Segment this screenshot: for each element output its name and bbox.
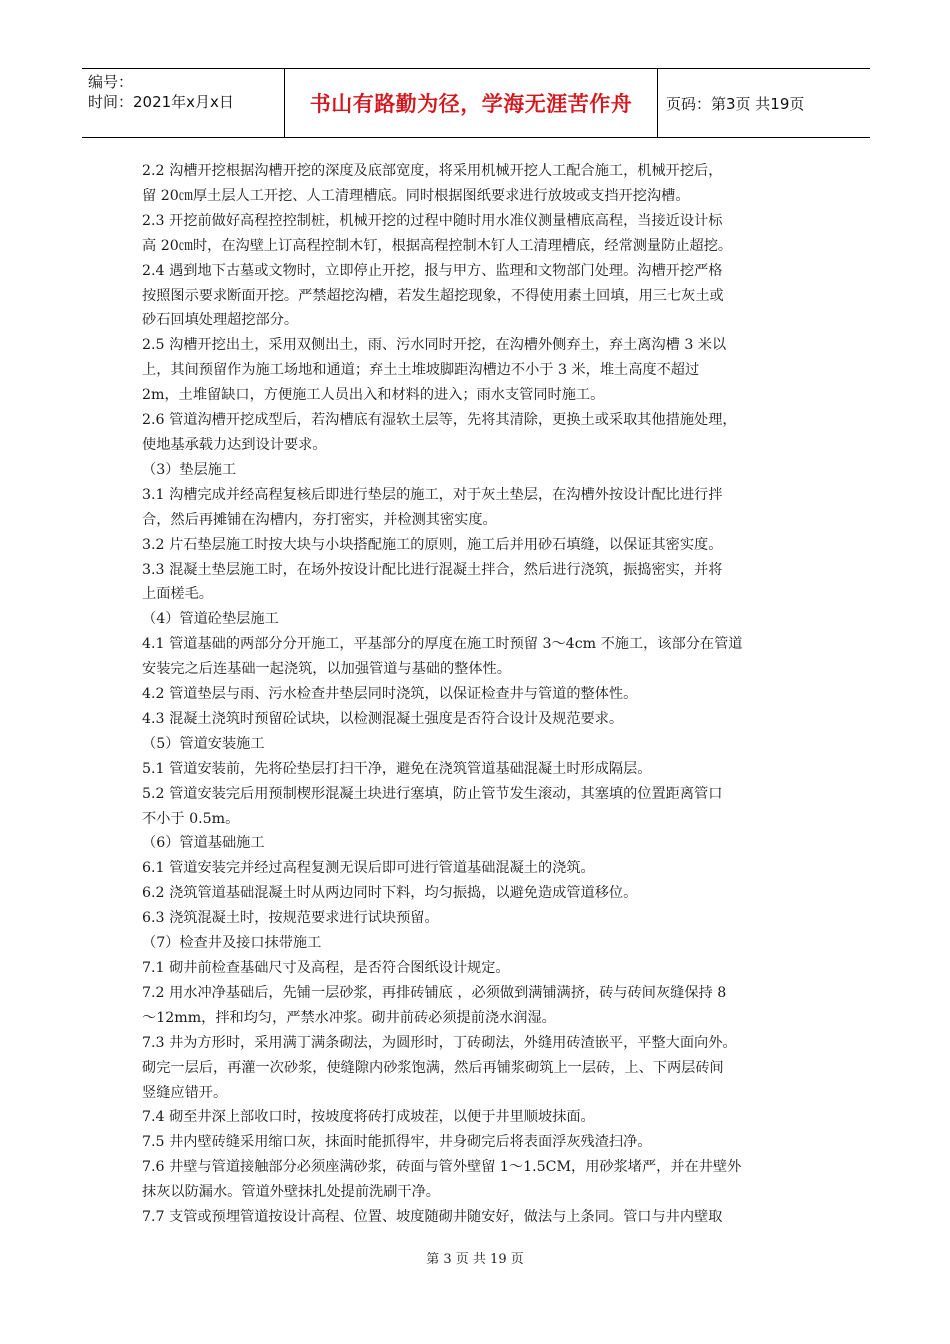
document-number: 编号： <box>88 73 134 91</box>
body-line: 7.5 井内壁砖缝采用缩口灰，抹面时能抓得牢，井身砌完后将表面浮灰残渣扫净。 <box>142 1134 652 1151</box>
body-line: 5.1 管道安装前，先将砼垫层打扫干净，避免在浇筑管道基础混凝土时形成隔层。 <box>142 760 652 777</box>
document-date: 时间：2021年x月x日 <box>88 93 234 111</box>
body-line: 砌完一层后，再灌一次砂浆，使缝隙内砂浆饱满，然后再铺浆砌筑上一层砖，上、下两层砖间 <box>142 1059 724 1076</box>
page-footer: 第 3 页 共 19 页 <box>426 1252 524 1267</box>
body-line: （3）垫层施工 <box>142 461 237 478</box>
header-meta <box>82 69 285 137</box>
body-line: 4.2 管道垫层与雨、污水检查井垫层同时浇筑，以保证检查井与管道的整体性。 <box>142 686 638 703</box>
header-page-number: 页码：第3页 共19页 <box>666 94 805 113</box>
body-line: 高 20㎝时，在沟壁上订高程控制木钉，根据高程控制木钉人工清理槽底，经常测量防止超挖。 <box>142 237 733 254</box>
body-line: 5.2 管道安装完后用预制楔形混凝土块进行塞填，防止管节发生滚动，其塞填的位置距离管口 <box>142 785 723 802</box>
body-line: 上，其间预留作为施工场地和通道；弃土土堆坡脚距沟槽边不小于 3 米，堆土高度不超过 <box>142 362 700 379</box>
body-line: 7.4 砌至井深上部收口时，按坡度将砖打成坡茬，以便于井里顺坡抹面。 <box>142 1109 595 1126</box>
body-line: 竖缝应错开。 <box>142 1084 228 1101</box>
header-motto: 书山有路勤为径，学海无涯苦作舟 <box>285 69 658 137</box>
body-line: 7.7 支管或预埋管道按设计高程、位置、坡度随砌井随安好，做法与上条同。管口与井内壁取 <box>142 1209 723 1226</box>
body-line: 2m，土堆留缺口，方便施工人员出入和材料的进入；雨水支管同时施工。 <box>142 387 605 404</box>
body-line: （5）管道安装施工 <box>142 735 265 752</box>
body-line: 留 20㎝厚土层人工开挖、人工清理槽底。同时根据图纸要求进行放坡或支挡开挖沟槽。 <box>142 187 690 204</box>
body-line: 按照图示要求断面开挖。严禁超挖沟槽，若发生超挖现象，不得使用素土回填，用三七灰土或 <box>142 287 724 304</box>
body-line: 4.3 混凝土浇筑时预留砼试块，以检测混凝土强度是否符合设计及规范要求。 <box>142 710 624 727</box>
body-line: 6.3 浇筑混凝土时，按规范要求进行试块预留。 <box>142 910 439 927</box>
body-line: 4.1 管道基础的两部分分开施工，平基部分的厚度在施工时预留 3～4cm 不施工，该部分在管道 <box>142 636 743 653</box>
body-line: 砂石回填处理超挖部分。 <box>142 312 299 329</box>
body-line: 不小于 0.5m。 <box>142 810 240 827</box>
body-line: 6.2 浇筑管道基础混凝土时从两边同时下料，均匀振捣，以避免造成管道移位。 <box>142 885 638 902</box>
body-line: （7）检查井及接口抹带施工 <box>142 935 322 952</box>
body-line: 2.5 沟槽开挖出土，采用双侧出土，雨、污水同时开挖，在沟槽外侧弃土，弃土离沟槽 3 米以 <box>142 337 727 354</box>
body-line: 7.6 井壁与管道接触部分必须座满砂浆，砖面与管外壁留 1～1.5CM，用砂浆堵严，并在井壁外 <box>142 1159 742 1176</box>
body-line: 安装完之后连基础一起浇筑，以加强管道与基础的整体性。 <box>142 661 511 678</box>
body-line: 抹灰以防漏水。管道外壁抹扎处提前洗刷干净。 <box>142 1184 440 1201</box>
body-line: 7.2 用水冲净基础后，先铺一层砂浆，再排砖铺底 ，必须做到满铺满挤，砖与砖间灰缝保持 8 <box>142 984 727 1001</box>
body-line: （6）管道基础施工 <box>142 835 265 852</box>
body-line: 2.6 管道沟槽开挖成型后，若沟槽底有湿软土层等，先将其清除，更换土或采取其他措施处理， <box>142 412 737 429</box>
page-header <box>82 68 870 138</box>
body-line: 上面槎毛。 <box>142 586 213 603</box>
body-line: ～12mm，拌和均匀，严禁水冲浆。砌井前砖必须提前浇水润湿。 <box>142 1009 556 1026</box>
body-line: 2.4 遇到地下古墓或文物时，立即停止开挖，报与甲方、监理和文物部门处理。沟槽开挖严格 <box>142 262 723 279</box>
document-body <box>142 159 812 1230</box>
body-line: （4）管道砼垫层施工 <box>142 611 279 628</box>
body-line: 2.3 开挖前做好高程控控制桩，机械开挖的过程中随时用水准仪测量槽底高程，当接近设计标 <box>142 212 723 229</box>
body-line: 3.2 片石垫层施工时按大块与小块搭配施工的原则，施工后并用砂石填缝，以保证其密实度。 <box>142 536 723 553</box>
body-line: 6.1 管道安装完并经过高程复测无误后即可进行管道基础混凝土的浇筑。 <box>142 860 595 877</box>
body-line: 2.2 沟槽开挖根据沟槽开挖的深度及底部宽度，将采用机械开挖人工配合施工，机械开挖后， <box>142 163 723 179</box>
body-line: 3.3 混凝土垫层施工时，在场外按设计配比进行混凝土拌合，然后进行浇筑，振捣密实，并将 <box>142 561 723 578</box>
body-line: 合，然后再摊铺在沟槽内，夯打密实，并检测其密实度。 <box>142 511 497 528</box>
body-line: 7.1 砌井前检查基础尺寸及高程，是否符合图纸设计规定。 <box>142 960 510 976</box>
body-line: 3.1 沟槽完成并经高程复核后即进行垫层的施工，对于灰土垫层，在沟槽外按设计配比进行拌 <box>142 486 723 503</box>
body-line: 7.3 井为方形时，采用满丁满条砌法，为圆形时，丁砖砌法，外缝用砖渣嵌平，平整大面向外。 <box>142 1034 737 1051</box>
body-line: 使地基承载力达到设计要求。 <box>142 436 327 453</box>
